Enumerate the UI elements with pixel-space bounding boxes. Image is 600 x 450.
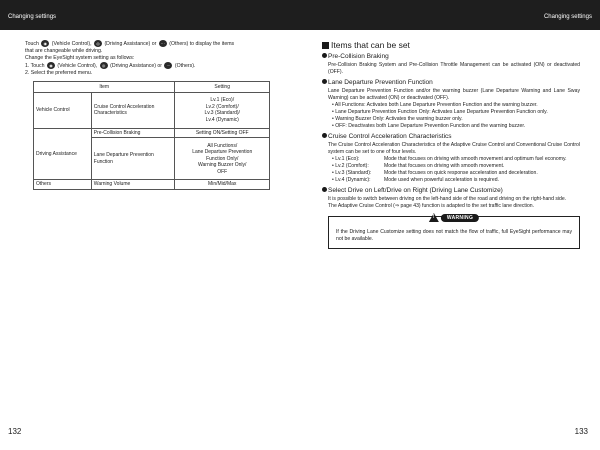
cc-heading xyxy=(322,133,580,141)
level-desc: Mode that focuses on driving with smooth movement. xyxy=(384,163,505,169)
ldp-bullet: • Warning Buzzer Only: Activates the warning buzzer only. xyxy=(332,116,463,122)
pcb-body: Pre-Collision Braking System and Pre-Collision Throttle Management can be activated (ON) or deactivated (OFF). xyxy=(328,62,580,75)
level-row xyxy=(332,170,580,177)
item-cell: Pre-Collision Braking xyxy=(91,128,175,138)
warning-box xyxy=(328,216,580,249)
level-key-text: Lv.3 (Standard): xyxy=(335,170,372,176)
page-number-left: 132 xyxy=(8,427,22,436)
warning-label: WARNING xyxy=(441,214,479,222)
warning-header xyxy=(429,213,479,222)
header-title-left: Changing settings xyxy=(8,14,57,20)
level-key: • Lv.3 (Standard): xyxy=(332,170,372,176)
setting-option: Function Only/ xyxy=(206,155,239,162)
step-2: 2. Select the preferred menu. xyxy=(25,69,93,76)
sd-body: The Adaptive Cruise Control (⇒ page 43) function is adapted to the set traffic lane direction. xyxy=(328,203,535,209)
intro-line-1 xyxy=(25,40,280,48)
step-1 xyxy=(25,62,280,70)
dots-icon: ··· xyxy=(160,41,165,46)
header-title-right: Changing settings xyxy=(543,14,592,20)
pcb-heading xyxy=(322,53,580,61)
sd-body: It is possible to switch between driving on the left-hand side of the road and driving on the right-hand side. xyxy=(328,196,567,202)
section-title xyxy=(322,40,580,50)
item-cell: Warning Volume xyxy=(91,180,175,190)
category-cell: Driving Assistance xyxy=(34,128,92,180)
setting-option: Lane Departure Prevention xyxy=(192,149,253,155)
dot-bullet-icon xyxy=(322,187,327,192)
level-key-text: Lv.1 (Eco): xyxy=(335,156,360,162)
table-row xyxy=(34,92,270,128)
setting-cell: Min/Mid/Max xyxy=(175,180,270,190)
page-number-right: 133 xyxy=(574,427,588,436)
ldp-bullet: • All Functions: Activates both Lane Departure Prevention Function and the warning buzzer. xyxy=(332,102,538,108)
ldp-bullet: • Lane Departure Prevention Function Only: Activates Lane Departure Prevention Function only. xyxy=(332,109,548,115)
ldp-bullet-text: Lane Departure Prevention Function Only: Activates Lane Departure Prevention Function only. xyxy=(335,109,548,115)
intro-line-2: that are changeable while driving. xyxy=(25,47,103,54)
dot-bullet-icon xyxy=(322,79,327,84)
intro-line-3: Change the EyeSight system setting as follows: xyxy=(25,54,135,61)
setting-option: Lv.3 (Standard)/ xyxy=(204,110,240,117)
col-item-header: Item xyxy=(34,81,175,92)
table-row xyxy=(34,128,270,138)
level-key: • Lv.4 (Dynamic): xyxy=(332,177,371,183)
dots-icon: ··· xyxy=(166,62,171,68)
warning-text: If the Driving Lane Customize setting does not match the flow of traffic, full EyeSight performance may not be available. xyxy=(336,229,572,242)
sd-heading-text: Select Drive on Left/Drive on Right (Driving Lane Customize) xyxy=(328,187,503,194)
intro-text: Touch xyxy=(25,40,39,47)
ldp-bullet-text: All Functions: Activates both Lane Departure Prevention Function and the warning buzzer. xyxy=(334,102,538,108)
ldp-bullet-text: OFF: Deactivates both Lane Departure Prevention Function and the warning buzzer. xyxy=(335,123,526,129)
setting-cell xyxy=(175,138,270,180)
intro-text: (Driving Assistance) or xyxy=(104,40,157,47)
setting-cell xyxy=(175,92,270,128)
level-desc: Mode that focuses on quick response acceleration and deceleration. xyxy=(384,170,538,176)
level-row xyxy=(332,177,580,184)
car-icon: ◉ xyxy=(47,62,55,69)
item-cell: Lane Departure Prevention Function xyxy=(91,138,175,180)
level-desc: Mode used when powerful acceleration is required. xyxy=(384,177,499,183)
ldp-heading-text: Lane Departure Prevention Function xyxy=(328,79,433,86)
setting-option: Warning Buzzer Only/ xyxy=(197,162,247,168)
left-page xyxy=(25,40,280,450)
level-row xyxy=(332,163,580,170)
steering-icon: ◎ xyxy=(94,40,102,47)
right-page xyxy=(322,40,580,450)
step-text: 1. Touch xyxy=(25,62,45,69)
level-key-text: Lv.4 (Dynamic): xyxy=(335,177,371,183)
ldp-body: Lane Departure Prevention Function and/or the warning buzzer (Lane Departure Warning and Lane Sway Warning) can be activated (ON) or deactivated (OFF). xyxy=(328,88,580,101)
level-key: • Lv.2 (Comfort): xyxy=(332,163,369,169)
level-desc: Mode that focuses on driving with smooth movement and optimum fuel economy. xyxy=(384,156,567,162)
level-row xyxy=(332,156,580,163)
sd-heading xyxy=(322,187,580,195)
category-cell: Vehicle Control xyxy=(34,92,92,128)
table-row xyxy=(34,180,270,190)
setting-option: All Functions/ xyxy=(207,142,238,149)
warning-triangle-icon xyxy=(429,213,439,222)
square-bullet-icon xyxy=(322,42,329,49)
col-setting-header: Setting xyxy=(175,81,270,92)
setting-option: Lv.1 (Eco)/ xyxy=(210,97,235,104)
step-text: (Driving Assistance) or xyxy=(110,62,163,69)
cc-body: The Cruise Control Acceleration Characteristics of the Adaptive Cruise Control and Conventional Cruise Control system can be set to one of four levels. xyxy=(328,142,580,155)
level-key-text: Lv.2 (Comfort): xyxy=(335,163,369,169)
ldp-bullet: • OFF: Deactivates both Lane Departure Prevention Function and the warning buzzer. xyxy=(332,123,526,129)
page-header xyxy=(0,0,600,30)
setting-option: Lv.2 (Comfort)/ xyxy=(205,103,239,110)
step-text: (Vehicle Control), xyxy=(57,62,98,69)
intro-text: (Others) to display the items xyxy=(169,40,235,47)
step-text: (Others). xyxy=(174,62,196,69)
setting-option: OFF xyxy=(217,168,228,175)
ldp-bullet-text: Warning Buzzer Only: Activates the warning buzzer only. xyxy=(335,116,463,122)
settings-table xyxy=(33,81,270,190)
dot-bullet-icon xyxy=(322,53,327,58)
setting-option: Lv.4 (Dynamic) xyxy=(205,116,239,123)
setting-cell: Setting ON/Setting OFF xyxy=(175,128,270,138)
item-cell: Cruise Control Acceleration Characteristics xyxy=(91,92,175,128)
ldp-heading xyxy=(322,79,580,87)
car-icon: ◉ xyxy=(41,40,49,47)
intro-text: (Vehicle Control), xyxy=(51,40,92,47)
table-header-row xyxy=(34,81,270,92)
level-key: • Lv.1 (Eco): xyxy=(332,156,360,162)
steering-icon: ◎ xyxy=(100,62,108,69)
cc-heading-text: Cruise Control Acceleration Characteristics xyxy=(328,133,452,140)
section-title-text: Items that can be set xyxy=(331,40,410,50)
dot-bullet-icon xyxy=(322,133,327,138)
pcb-heading-text: Pre-Collision Braking xyxy=(328,53,389,60)
category-cell: Others xyxy=(34,180,92,190)
